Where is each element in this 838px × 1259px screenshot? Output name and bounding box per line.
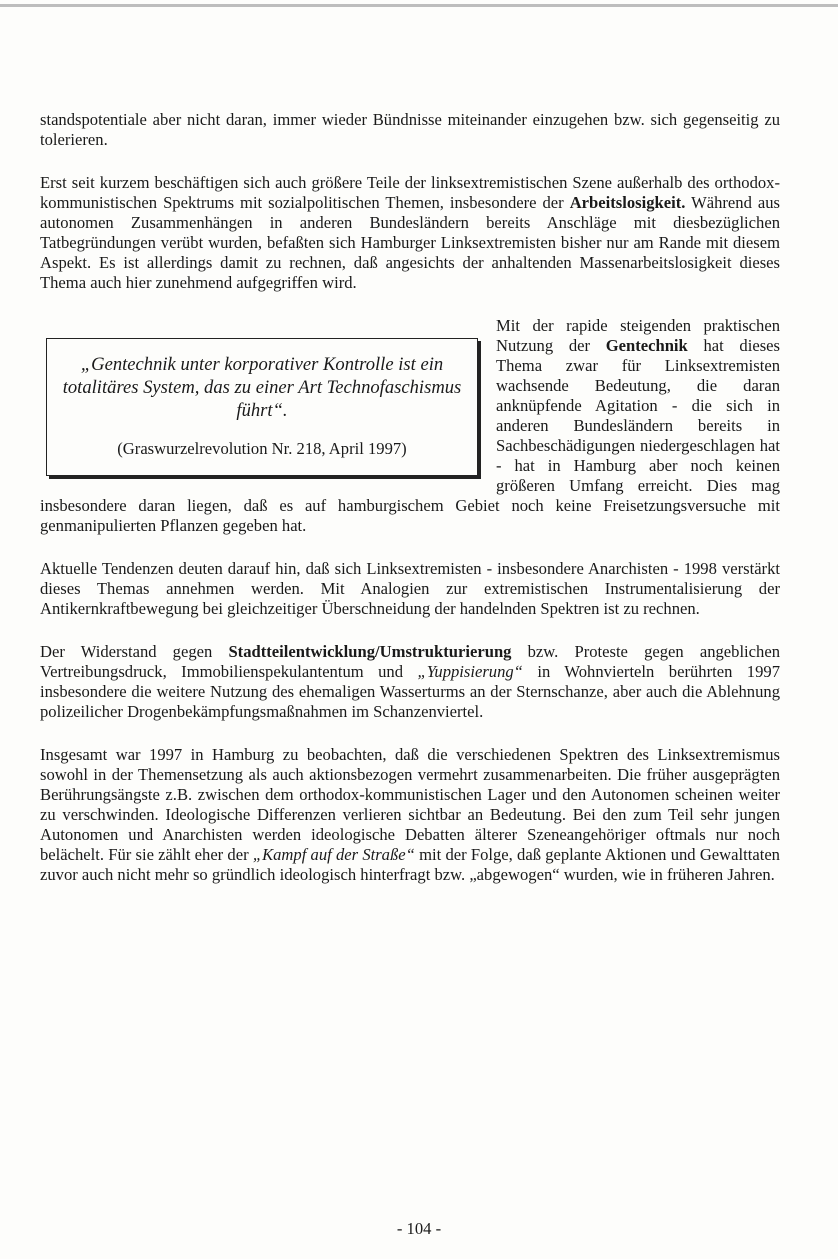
paragraph-2: Erst seit kurzem beschäftigen sich auch größere Teile der linksextremistischen Szene außerhalb des orthodox-kommunistischen Spektrums mit sozialpolitischen Themen, insbesondere der Arbeitslosigkeit. Während aus autonomen Zusammenhängen in anderen Bundesländern bereits Anschläge mit diesbezüglichen Tatbegründungen verübt wurden, befaßten sich Hamburger Linksextremisten bisher nur am Rande mit diesem Aspekt. Es ist allerdings damit zu rechnen, daß angesichts der anhaltenden Massenarbeitslosigkeit dieses Thema auch hier zunehmend aufgegriffen wird. xyxy=(40,173,780,292)
quote-box xyxy=(46,338,478,476)
document-body xyxy=(40,110,780,908)
term-yuppisierung: „Yuppisierung“ xyxy=(417,662,523,681)
keyword-stadtteilentwicklung: Stadtteilentwicklung/Umstrukturierung xyxy=(228,642,512,661)
paragraph-3: „Gentechnik unter korporativer Kontrolle ist ein totalitäres System, das zu einer Art Technofaschismus führt“. (Graswurzelrevolution Nr. 218, April 1997) Mit der rapide steigenden praktischen Nutzung der Gentechnik hat dieses Thema zwar für Linksextremisten wachsende Bedeutung, die daran anknüpfende Agitation - die sich in anderen Bundesländern bereits in Sachbeschädigungen niedergeschlagen hat - hat in Hamburg aber noch keinen größeren Umfang erreicht. Dies mag insbesondere daran liegen, daß es auf hamburgischem Gebiet noch keine Freisetzungsversuche mit genmanipulierten Pflanzen gegeben hat. xyxy=(40,316,780,535)
paragraph-4: Aktuelle Tendenzen deuten darauf hin, daß sich Linksextremisten - insbesondere Anarchisten - 1998 verstärkt dieses Themas annehmen werden. Mit Analogien zur extremistischen Instrumentalisierung der Antikernkraftbewegung bei gleichzeitiger Überschneidung der handelnden Spektren ist zu rechnen. xyxy=(40,559,780,618)
page-number: - 104 - xyxy=(396,1219,442,1238)
paragraph-6: Insgesamt war 1997 in Hamburg zu beobachten, daß die verschiedenen Spektren des Linksextremismus sowohl in der Themensetzung als auch aktionsbezogen vermehrt zusammenarbeiten. Die früher ausgeprägten Berührungsängste z.B. zwischen dem orthodox-kommunistischen Lager und den Autonomen scheinen weiter zu verschwinden. Ideologische Differenzen verlieren sichtbar an Bedeutung. Bei den zum Teil sehr jungen Autonomen und Anarchisten werden ideologische Debatten älterer Szeneangehöriger oftmals nur noch belächelt. Für sie zählt eher der „Kampf auf der Straße“ mit der Folge, daß geplante Aktionen und Gewalttaten zuvor auch nicht mehr so gründlich ideologisch hinterfragt bzw. „abgewogen“ wurden, wie in früheren Jahren. xyxy=(40,745,780,884)
quote-text: „Gentechnik unter korporativer Kontrolle ist ein totalitäres System, das zu einer Art Technofaschismus führt“. xyxy=(62,354,462,421)
paragraph-1: standspotentiale aber nicht daran, immer wieder Bündnisse miteinander einzugehen bzw. sich gegenseitig zu tolerieren. xyxy=(40,110,780,149)
term-kampf-auf-der-strasse: „Kampf auf der Straße“ xyxy=(252,845,415,864)
top-rule xyxy=(0,4,838,7)
quote-source: (Graswurzelrevolution Nr. 218, April 1997) xyxy=(117,439,407,458)
keyword-gentechnik: Gentechnik xyxy=(605,336,688,355)
keyword-arbeitslosigkeit: Arbeitslosigkeit. xyxy=(569,193,686,212)
paragraph-5: Der Widerstand gegen Stadtteilentwicklung/Umstrukturierung bzw. Proteste gegen angeblichen Vertreibungsdruck, Immobilienspekulantentum und „Yuppisierung“ in Wohnvierteln berührten 1997 insbesondere die weitere Nutzung des ehemaligen Wasserturms an der Sternschanze, aber auch die Ablehnung polizeilicher Drogenbekämpfungsmaßnahmen im Schanzenviertel. xyxy=(40,642,780,721)
